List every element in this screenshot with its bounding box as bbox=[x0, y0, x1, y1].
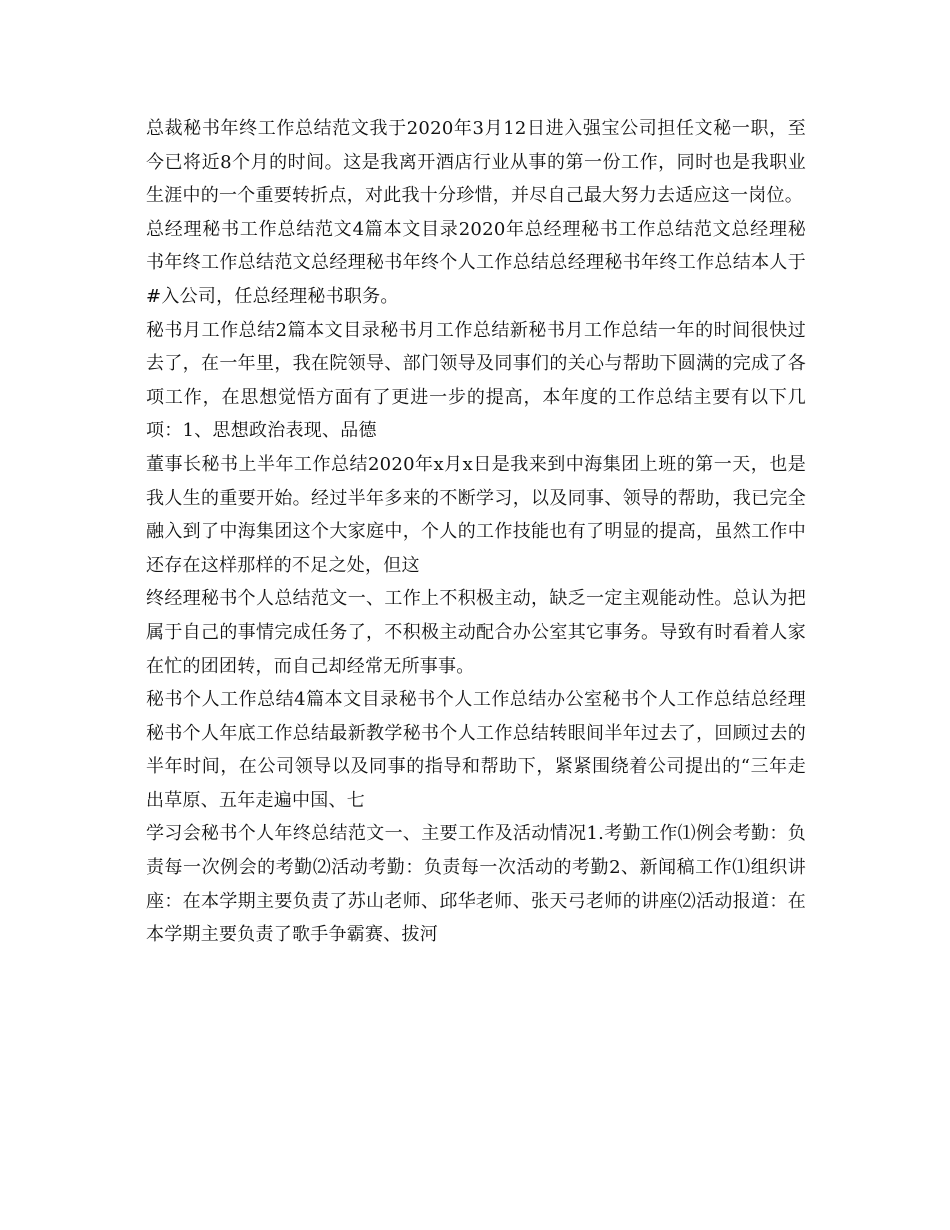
paragraph-1: 总裁秘书年终工作总结范文我于2020年3月12日进入强宝公司担任文秘一职，至今已将近8个月的时间。这是我离开酒店行业从事的第一份工作，同时也是我职业生涯中的一个重要转折点，对此我十分珍惜，并尽自己最大努力去适应这一岗位。 bbox=[146, 118, 806, 207]
paragraph-2: 总经理秘书工作总结范文4篇本文目录2020年总经理秘书工作总结范文总经理秘书年终工作总结范文总经理秘书年终个人工作总结总经理秘书年终工作总结本人于#入公司，任总经理秘书职务。 bbox=[146, 218, 806, 307]
document-body bbox=[146, 112, 806, 952]
paragraph-5: 终经理秘书个人总结范文一、工作上不积极主动，缺乏一定主观能动性。总认为把属于自己的事情完成任务了，不积极主动配合办公室其它事务。导致有时看着人家在忙的团团转，而自己却经常无所事事。 bbox=[146, 588, 806, 677]
paragraph-4: 董事长秘书上半年工作总结2020年x月x日是我来到中海集团上班的第一天，也是我人生的重要开始。经过半年多来的不断学习，以及同事、领导的帮助，我已完全融入到了中海集团这个大家庭中，个人的工作技能也有了明显的提高，虽然工作中还存在这样那样的不足之处，但这 bbox=[146, 453, 806, 576]
paragraph-3: 秘书月工作总结2篇本文目录秘书月工作总结新秘书月工作总结一年的时间很快过去了，在一年里，我在院领导、部门领导及同事们的关心与帮助下圆满的完成了各项工作，在思想觉悟方面有了更进一步的提高，本年度的工作总结主要有以下几项：1、思想政治表现、品德 bbox=[146, 319, 806, 442]
paragraph-6: 秘书个人工作总结4篇本文目录秘书个人工作总结办公室秘书个人工作总结总经理秘书个人年底工作总结最新教学秘书个人工作总结转眼间半年过去了，回顾过去的半年时间，在公司领导以及同事的指导和帮助下，紧紧围绕着公司提出的“三年走出草原、五年走遍中国、七 bbox=[146, 689, 806, 811]
paragraph-7: 学习会秘书个人年终总结范文一、主要工作及活动情况1.考勤工作⑴例会考勤：负责每一次例会的考勤⑵活动考勤：负责每一次活动的考勤2、新闻稿工作⑴组织讲座：在本学期主要负责了苏山老师、邱华老师、张天弓老师的讲座⑵活动报道：在本学期主要负责了歌手争霸赛、拔河 bbox=[146, 823, 806, 946]
